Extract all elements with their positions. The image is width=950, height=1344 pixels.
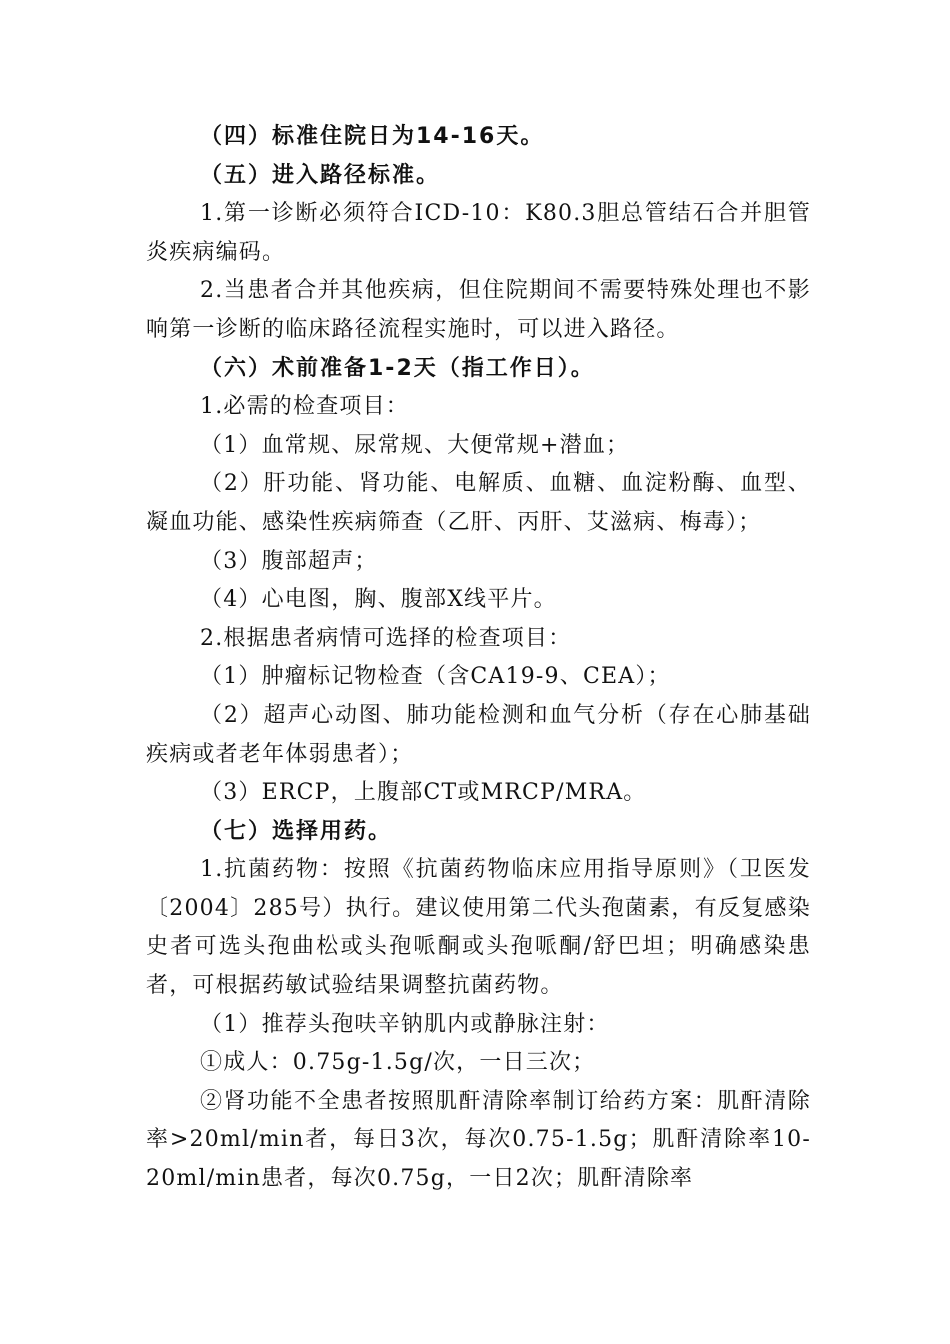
section-heading-5: （五）进入路径标准。 <box>200 162 441 188</box>
section-heading-6: （六）术前准备1-2天（指工作日）。 <box>200 355 595 381</box>
paragraph: （2）肝功能、肾功能、电解质、血糖、血淀粉酶、血型、凝血功能、感染性疾病筛查（乙肝、丙肝、艾滋病、梅毒）； <box>146 471 811 535</box>
paragraph: （1）血常规、尿常规、大便常规+潜血； <box>200 432 630 458</box>
paragraph: ①成人：0.75g-1.5g/次，一日三次； <box>200 1050 596 1076</box>
paragraph: （3）腹部超声； <box>200 548 378 574</box>
paragraph: 1.抗菌药物：按照《抗菌药物临床应用指导原则》（卫医发〔2004〕285号）执行。建议使用第二代头孢菌素，有反复感染史者可选头孢曲松或头孢哌酮或头孢哌酮/舒巴坦；明确感染患者，可根据药敏试验结果调整抗菌药物。 <box>146 857 811 999</box>
section-heading-7: （七）选择用药。 <box>200 818 393 844</box>
paragraph: （2）超声心动图、肺功能检测和血气分析（存在心肺基础疾病或者老年体弱患者）； <box>146 702 811 767</box>
paragraph: 2.当患者合并其他疾病，但住院期间不需要特殊处理也不影响第一诊断的临床路径流程实施时，可以进入路径。 <box>146 278 811 342</box>
paragraph: 1.必需的检查项目： <box>200 394 409 420</box>
section-heading-4: （四）标准住院日为14-16天。 <box>200 124 545 149</box>
paragraph: 2.根据患者病情可选择的检查项目： <box>200 625 572 651</box>
paragraph: ②肾功能不全患者按照肌酐清除率制订给药方案：肌酐清除率>20ml/min者，每日3次，每次0.75-1.5g；肌酐清除率10-20ml/min患者，每次0.75g，一日2次；肌酐清除率 <box>146 1088 811 1192</box>
paragraph: 1.第一诊断必须符合ICD-10：K80.3胆总管结石合并胆管炎疾病编码。 <box>146 201 811 265</box>
paragraph: （3）ERCP，上腹部CT或MRCP/MRA。 <box>200 780 647 806</box>
paragraph: （1）肿瘤标记物检查（含CA19-9、CEA）； <box>200 664 671 690</box>
document-body <box>146 118 811 1199</box>
paragraph: （4）心电图，胸、腹部X线平片。 <box>200 587 557 613</box>
paragraph: （1）推荐头孢呋辛钠肌内或静脉注射： <box>200 1011 610 1037</box>
